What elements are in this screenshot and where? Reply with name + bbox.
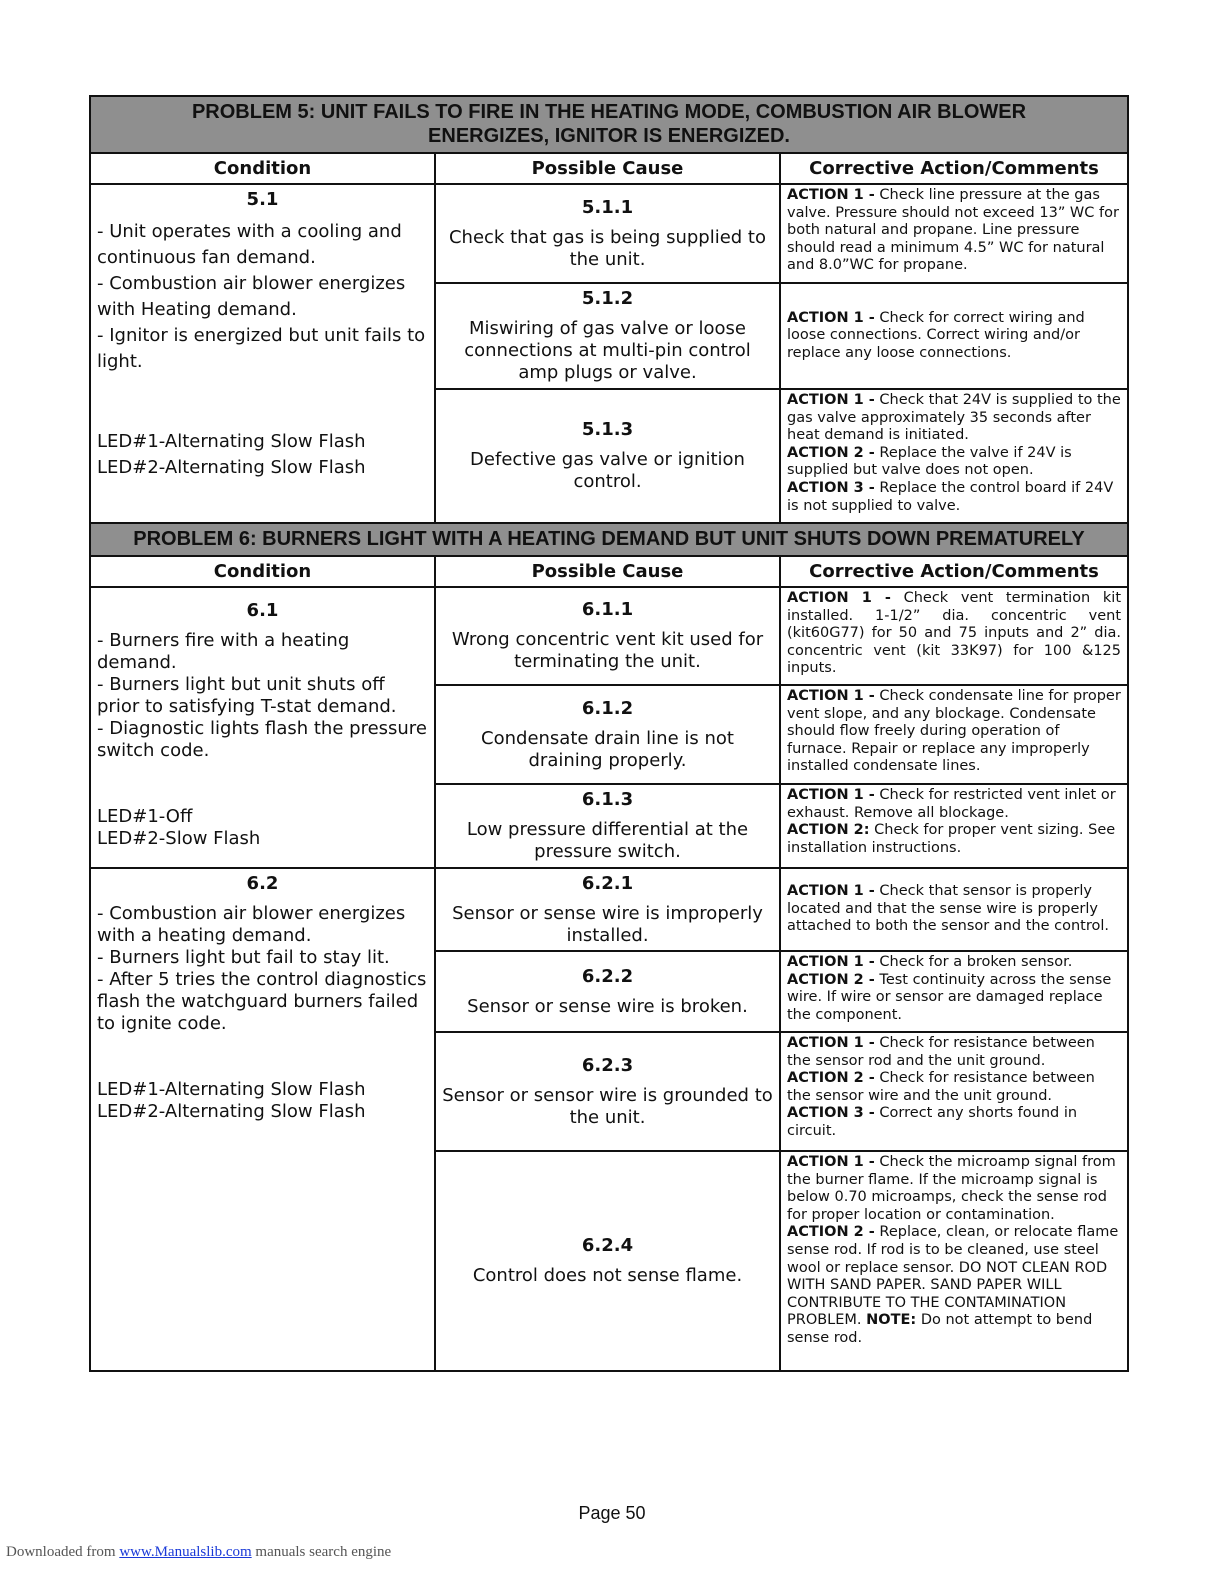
led1-status: LED#1-Off bbox=[97, 806, 193, 827]
action-6-2-2: ACTION 1 - Check for a broken sensor. ACTION 2 - Test continuity across the sense wire. If wire or sensor are damaged replace the component. bbox=[780, 951, 1128, 1032]
page-number: Page 50 bbox=[578, 1503, 646, 1523]
cause-6-1-2: 6.1.2 Condensate drain line is not draining properly. bbox=[435, 685, 780, 784]
led1-status: LED#1-Alternating Slow Flash bbox=[97, 1079, 366, 1100]
action-6-1-2: ACTION 1 - Check condensate line for proper vent slope, and any blockage. Condensate should flow freely during operation of furnace. Repair or replace any improperly installed condensate lines. bbox=[780, 685, 1128, 784]
troubleshooting-table bbox=[89, 95, 1129, 1372]
cause-6-2-2: 6.2.2 Sensor or sense wire is broken. bbox=[435, 951, 780, 1032]
action-6-2-4: ACTION 1 - Check the microamp signal from the burner flame. If the microamp signal is below 0.70 microamps, check the sense rod for proper location or contamination. ACTION 2 - Replace, clean, or relocate flame sense rod. If rod is to be cleaned, use steel wool or replace sensor. DO NOT CLEAN ROD WITH SAND PAPER. SAND PAPER WILL CONTRIBUTE TO THE CONTAMINATION PROBLEM. NOTE: Do not attempt to bend sense rod. bbox=[780, 1151, 1128, 1371]
header-condition: Condition bbox=[90, 153, 435, 184]
cause-6-2-1: 6.2.1 Sensor or sense wire is improperly installed. bbox=[435, 868, 780, 951]
condition-5-1: 5.1 - Unit operates with a cooling and continuous fan demand. - Combustion air blower energizes with Heating demand. - Ignitor is energized but unit fails to light. LED#1-Alternating Slow Flash LED#2-Alternating Slow Flash bbox=[90, 184, 435, 523]
header-possible-cause: Possible Cause bbox=[435, 556, 780, 587]
action-5-1-1: ACTION 1 - Check line pressure at the gas valve. Pressure should not exceed 13” WC for both natural and propane. Line pressure should read a minimum 4.5” WC for natural and 8.0”WC for propane. bbox=[780, 184, 1128, 283]
action-5-1-2: ACTION 1 - Check for correct wiring and loose connections. Correct wiring and/or replace any loose connections. bbox=[780, 283, 1128, 389]
led2-status: LED#2-Alternating Slow Flash bbox=[97, 1101, 366, 1122]
header-corrective-action: Corrective Action/Comments bbox=[780, 153, 1128, 184]
condition-6-2: 6.2 - Combustion air blower energizes with a heating demand. - Burners light but fail to stay lit. - After 5 tries the control diagnostics flash the watchguard burners failed to ignite code. LED#1-Alternating Slow Flash LED#2-Alternating Slow Flash bbox=[90, 868, 435, 1371]
manualslib-link[interactable]: www.Manualslib.com bbox=[119, 1544, 252, 1560]
condition-6-1: 6.1 - Burners fire with a heating demand. - Burners light but unit shuts off prior to satisfying T-stat demand. - Diagnostic lights flash the pressure switch code. LED#1-Off LED#2-Slow Flash bbox=[90, 587, 435, 868]
cause-6-1-3: 6.1.3 Low pressure differential at the pressure switch. bbox=[435, 784, 780, 868]
led2-status: LED#2-Alternating Slow Flash bbox=[97, 457, 366, 478]
action-5-1-3: ACTION 1 - Check that 24V is supplied to the gas valve approximately 35 seconds after heat demand is initiated. ACTION 2 - Replace the valve if 24V is supplied but valve does not open. ACTION 3 - Replace the control board if 24V is not supplied to valve. bbox=[780, 389, 1128, 523]
cause-6-2-4: 6.2.4 Control does not sense flame. bbox=[435, 1151, 780, 1371]
cause-5-1-2: 5.1.2 Miswiring of gas valve or loose connections at multi-pin control amp plugs or valve. bbox=[435, 283, 780, 389]
header-condition: Condition bbox=[90, 556, 435, 587]
led1-status: LED#1-Alternating Slow Flash bbox=[97, 431, 366, 452]
problem6-title: PROBLEM 6: BURNERS LIGHT WITH A HEATING DEMAND BUT UNIT SHUTS DOWN PREMATURELY bbox=[90, 523, 1128, 556]
action-6-2-1: ACTION 1 - Check that sensor is properly located and that the sense wire is properly attached to both the sensor and the control. bbox=[780, 868, 1128, 951]
led2-status: LED#2-Slow Flash bbox=[97, 828, 261, 849]
action-6-1-3: ACTION 1 - Check for restricted vent inlet or exhaust. Remove all blockage. ACTION 2: Check for proper vent sizing. See installation instructions. bbox=[780, 784, 1128, 868]
cause-6-2-3: 6.2.3 Sensor or sensor wire is grounded to the unit. bbox=[435, 1032, 780, 1151]
action-6-1-1: ACTION 1 - Check vent termination kit installed. 1-1/2” dia. concentric vent (kit60G77) for 50 and 75 inputs and 2” dia. concentric vent (kit 33K97) for 100 &125 inputs. bbox=[780, 587, 1128, 685]
header-corrective-action: Corrective Action/Comments bbox=[780, 556, 1128, 587]
header-possible-cause: Possible Cause bbox=[435, 153, 780, 184]
action-6-2-3: ACTION 1 - Check for resistance between the sensor rod and the unit ground. ACTION 2 - Check for resistance between the sensor wire and the unit ground. ACTION 3 - Correct any shorts found in circuit. bbox=[780, 1032, 1128, 1151]
cause-5-1-3: 5.1.3 Defective gas valve or ignition control. bbox=[435, 389, 780, 523]
cause-6-1-1: 6.1.1 Wrong concentric vent kit used for terminating the unit. bbox=[435, 587, 780, 685]
problem5-title: PROBLEM 5: UNIT FAILS TO FIRE IN THE HEATING MODE, COMBUSTION AIR BLOWER ENERGIZES, IGNITOR IS ENERGIZED. bbox=[90, 96, 1128, 153]
download-credit: Downloaded from www.Manualslib.com manuals search engine bbox=[6, 1544, 392, 1560]
cause-5-1-1: 5.1.1 Check that gas is being supplied to the unit. bbox=[435, 184, 780, 283]
